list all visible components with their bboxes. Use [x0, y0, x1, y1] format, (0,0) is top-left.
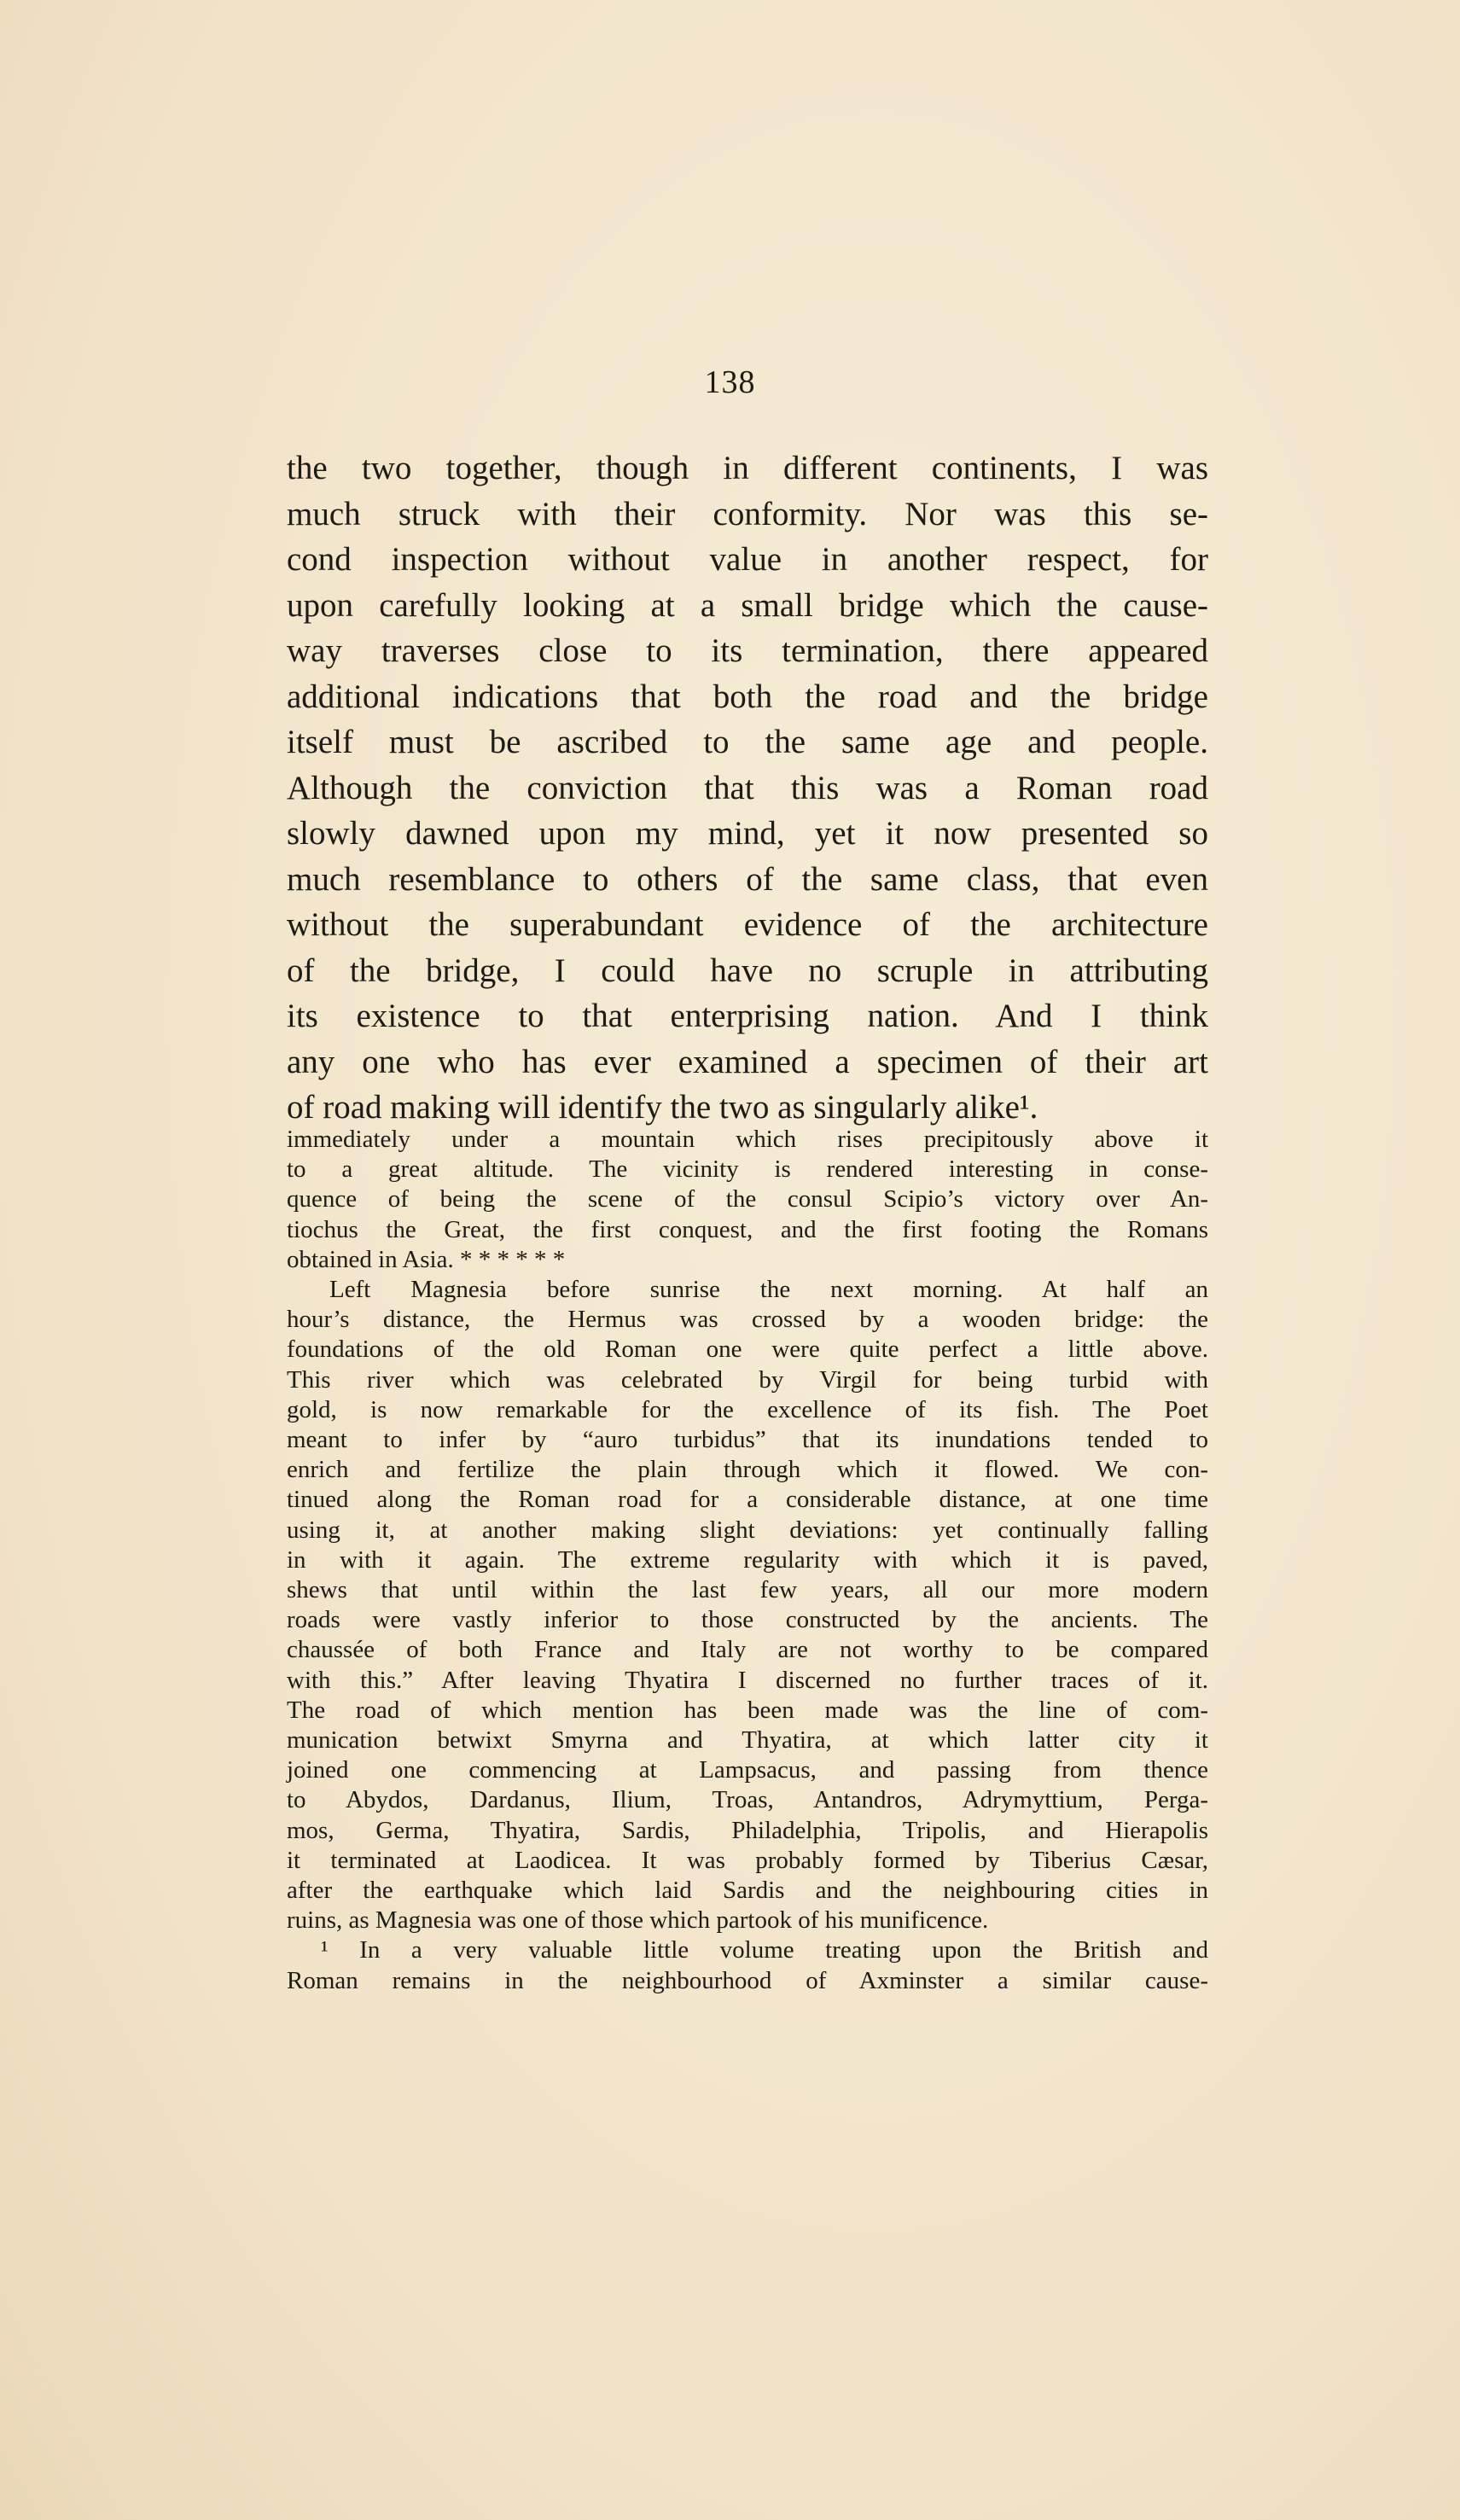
footnote-line: Roman remains in the neighbourhood of Axminster a similar cause- — [287, 1966, 1208, 1994]
body-line: much struck with their conformity. Nor was this se- — [287, 495, 1208, 533]
note-line: using it, at another making slight deviations: yet continually falling — [287, 1516, 1208, 1544]
note-line: Left Magnesia before sunrise the next morning. At half an — [329, 1276, 1208, 1304]
note-line: gold, is now remarkable for the excellence of its fish. The Poet — [287, 1395, 1208, 1423]
page-number: 138 — [704, 364, 756, 400]
note-line: This river which was celebrated by Virgil for being turbid with — [287, 1365, 1208, 1394]
note-line: enrich and fertilize the plain through which it flowed. We con- — [287, 1456, 1208, 1484]
note-line: to a great altitude. The vicinity is rendered interesting in conse- — [287, 1155, 1208, 1184]
body-line: much resemblance to others of the same class, that even — [287, 860, 1208, 898]
note-line: munication betwixt Smyrna and Thyatira, at which latter city it — [287, 1726, 1208, 1755]
note-line: after the earthquake which laid Sardis and the neighbouring cities in — [287, 1877, 1208, 1905]
body-line: slowly dawned upon my mind, yet it now presented so — [287, 815, 1208, 852]
note-line: it terminated at Laodicea. It was probably formed by Tiberius Cæsar, — [287, 1846, 1208, 1874]
note-line: chaussée of both France and Italy are not worthy to be compared — [287, 1636, 1208, 1664]
body-line: without the superabundant evidence of the architecture — [287, 906, 1208, 943]
note-line: in with it again. The extreme regularity with which it is paved, — [287, 1545, 1208, 1574]
body-line: of road making will identify the two as singularly alike¹. — [287, 1089, 1038, 1126]
footnote-line: ¹ In a very valuable little volume treating upon the British and — [321, 1936, 1208, 1964]
body-line: its existence to that enterprising nation. And I think — [287, 998, 1208, 1034]
body-line: the two together, though in different continents, I was — [287, 450, 1208, 486]
note-line: quence of being the scene of the consul Scipio’s victory over An- — [287, 1185, 1208, 1213]
main-body-text — [287, 445, 1208, 1131]
body-line: cond inspection without value in another respect, for — [287, 541, 1208, 578]
note-line: ruins, as Magnesia was one of those which partook of his munificence. — [287, 1906, 989, 1935]
note-line: joined one commencing at Lampsacus, and passing from thence — [287, 1756, 1208, 1784]
note-line: obtained in Asia. * * * * * * — [287, 1245, 566, 1273]
note-line: foundations of the old Roman one were quite perfect a little above. — [287, 1336, 1208, 1364]
body-line: way traverses close to its termination, there appeared — [287, 632, 1208, 669]
note-line: tiochus the Great, the first conquest, and the first footing the Romans — [287, 1215, 1208, 1243]
note-line: mos, Germa, Thyatira, Sardis, Philadelphia, Tripolis, and Hierapolis — [287, 1816, 1208, 1844]
note-line: tinued along the Roman road for a considerable distance, at one time — [287, 1486, 1208, 1514]
footnotes — [287, 1125, 1208, 1996]
body-line: any one who has ever examined a specimen of their art — [287, 1043, 1208, 1080]
body-line: Although the conviction that this was a Roman road — [287, 769, 1208, 806]
note-line: hour’s distance, the Hermus was crossed by a wooden bridge: the — [287, 1306, 1208, 1334]
body-line: upon carefully looking at a small bridge which the cause- — [287, 586, 1208, 624]
note-line: roads were vastly inferior to those constructed by the ancients. The — [287, 1606, 1208, 1634]
note-line: The road of which mention has been made was the line of com- — [287, 1696, 1208, 1724]
note-line: with this.” After leaving Thyatira I discerned no further traces of it. — [287, 1666, 1208, 1694]
body-line: additional indications that both the road and the bridge — [287, 678, 1208, 715]
note-line: to Abydos, Dardanus, Ilium, Troas, Antandros, Adrymyttium, Perga- — [287, 1786, 1208, 1814]
body-line: itself must be ascribed to the same age and people. — [287, 724, 1208, 760]
body-line: of the bridge, I could have no scruple in attributing — [287, 952, 1208, 989]
note-line: shews that until within the last few years, all our more modern — [287, 1576, 1208, 1604]
note-line: meant to infer by “auro turbidus” that its inundations tended to — [287, 1426, 1208, 1454]
note-line: immediately under a mountain which rises precipitously above it — [287, 1126, 1208, 1153]
